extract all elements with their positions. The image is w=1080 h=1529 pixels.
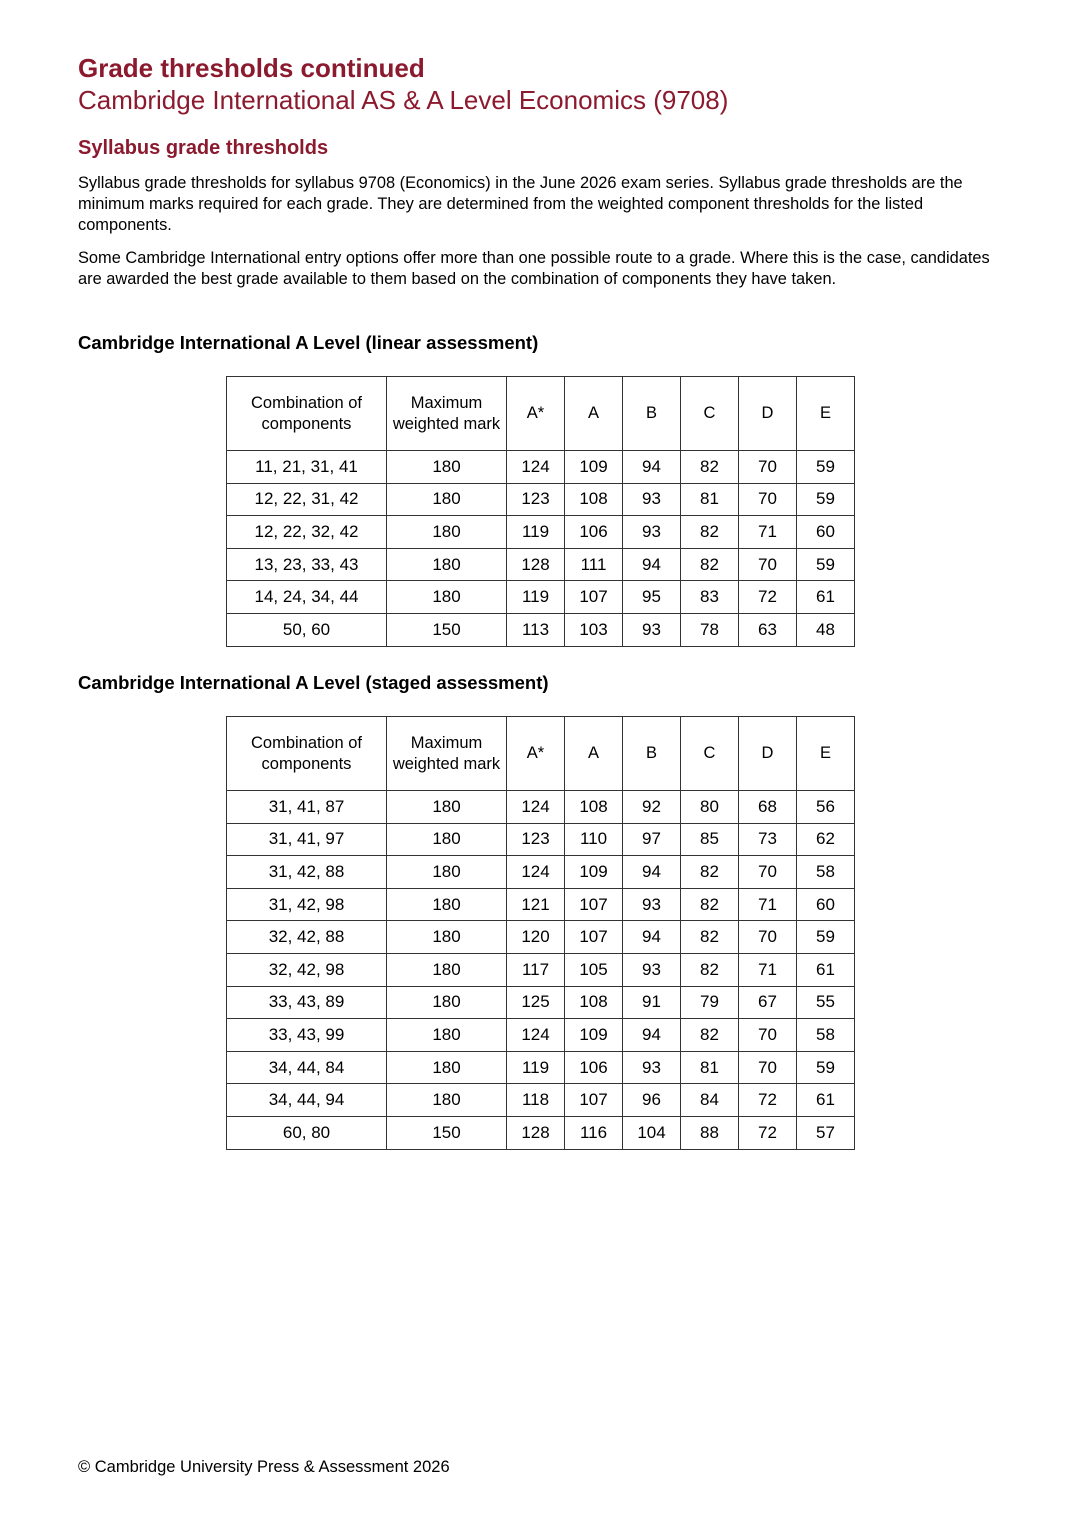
grade-threshold-cell: 70 [739,548,797,581]
grade-threshold-cell: 60 [797,516,855,549]
linear-table-heading: Cambridge International A Level (linear assessment) [78,332,539,353]
grade-threshold-cell: 111 [565,548,623,581]
grade-threshold-cell: 62 [797,823,855,856]
column-header-grade: B [623,377,681,451]
grade-threshold-cell: 94 [623,1019,681,1052]
section-heading: Syllabus grade thresholds [78,137,329,159]
combination-cell: 31, 41, 87 [227,791,387,824]
grade-threshold-cell: 57 [797,1116,855,1149]
combination-cell: 31, 41, 97 [227,823,387,856]
grade-threshold-cell: 93 [623,516,681,549]
column-header-grade: A [565,377,623,451]
grade-threshold-cell: 61 [797,1084,855,1117]
combination-cell: 60, 80 [227,1116,387,1149]
grade-threshold-cell: 71 [739,516,797,549]
column-header-grade: A* [507,717,565,791]
grade-threshold-cell: 70 [739,451,797,484]
grade-threshold-cell: 71 [739,888,797,921]
maximum-mark-cell: 180 [387,953,507,986]
grade-threshold-cell: 117 [507,953,565,986]
grade-threshold-cell: 128 [507,548,565,581]
grade-threshold-cell: 82 [681,856,739,889]
combination-cell: 31, 42, 98 [227,888,387,921]
grade-threshold-cell: 56 [797,791,855,824]
column-header-grade: A* [507,377,565,451]
table-row [227,483,855,516]
grade-threshold-cell: 59 [797,451,855,484]
grade-threshold-cell: 123 [507,483,565,516]
grade-threshold-cell: 55 [797,986,855,1019]
grade-threshold-cell: 60 [797,888,855,921]
grade-threshold-cell: 120 [507,921,565,954]
maximum-mark-cell: 180 [387,823,507,856]
table-row [227,581,855,614]
table-row [227,1019,855,1052]
grade-threshold-cell: 93 [623,888,681,921]
grade-threshold-cell: 94 [623,451,681,484]
grade-threshold-cell: 113 [507,613,565,646]
maximum-mark-cell: 180 [387,921,507,954]
page-title: Grade thresholds continued [78,53,425,83]
column-header-grade: A [565,717,623,791]
grade-threshold-cell: 93 [623,613,681,646]
grade-threshold-cell: 92 [623,791,681,824]
maximum-mark-cell: 180 [387,451,507,484]
grade-threshold-cell: 109 [565,451,623,484]
intro-paragraph: Syllabus grade thresholds for syllabus 9708 (Economics) in the June 2026 exam series. Syllabus grade thresholds are the minimum marks required for each grade. They are determined from the weighted component thresholds for the listed components. [78,174,963,234]
grade-threshold-cell: 124 [507,856,565,889]
table-row [227,791,855,824]
combination-cell: 12, 22, 32, 42 [227,516,387,549]
grade-threshold-cell: 59 [797,1051,855,1084]
grade-threshold-cell: 70 [739,483,797,516]
maximum-mark-cell: 180 [387,483,507,516]
grade-threshold-cell: 119 [507,581,565,614]
grade-threshold-cell: 59 [797,548,855,581]
maximum-mark-cell: 180 [387,516,507,549]
grade-threshold-cell: 96 [623,1084,681,1117]
grade-threshold-cell: 63 [739,613,797,646]
grade-threshold-cell: 108 [565,986,623,1019]
combination-cell: 50, 60 [227,613,387,646]
combination-cell: 33, 43, 89 [227,986,387,1019]
column-header-grade: E [797,377,855,451]
grade-threshold-cell: 59 [797,483,855,516]
combination-cell: 34, 44, 84 [227,1051,387,1084]
grade-threshold-cell: 72 [739,1084,797,1117]
grade-threshold-cell: 106 [565,1051,623,1084]
maximum-mark-cell: 180 [387,791,507,824]
grade-threshold-cell: 94 [623,921,681,954]
combination-cell: 12, 22, 31, 42 [227,483,387,516]
combination-cell: 11, 21, 31, 41 [227,451,387,484]
grade-threshold-cell: 85 [681,823,739,856]
maximum-mark-cell: 180 [387,888,507,921]
column-header-maximum: Maximum weighted mark [387,377,507,451]
table-row [227,1051,855,1084]
grade-threshold-cell: 82 [681,548,739,581]
combination-cell: 32, 42, 88 [227,921,387,954]
table-row [227,548,855,581]
table-row [227,888,855,921]
grade-threshold-cell: 83 [681,581,739,614]
grade-threshold-cell: 124 [507,1019,565,1052]
grade-threshold-cell: 70 [739,921,797,954]
grade-threshold-cell: 93 [623,483,681,516]
column-header-grade: C [681,717,739,791]
grade-threshold-cell: 72 [739,581,797,614]
column-header-grade: D [739,717,797,791]
grade-threshold-cell: 82 [681,451,739,484]
column-header-grade: C [681,377,739,451]
grade-threshold-cell: 119 [507,516,565,549]
grade-threshold-cell: 107 [565,581,623,614]
grade-threshold-cell: 91 [623,986,681,1019]
grade-threshold-cell: 84 [681,1084,739,1117]
column-header-grade: D [739,377,797,451]
grade-threshold-cell: 80 [681,791,739,824]
grade-threshold-cell: 108 [565,483,623,516]
combination-cell: 31, 42, 88 [227,856,387,889]
grade-threshold-cell: 48 [797,613,855,646]
grade-threshold-cell: 78 [681,613,739,646]
grade-threshold-cell: 88 [681,1116,739,1149]
grade-threshold-cell: 124 [507,451,565,484]
combination-cell: 14, 24, 34, 44 [227,581,387,614]
maximum-mark-cell: 180 [387,1084,507,1117]
table-row [227,856,855,889]
column-header-grade: B [623,717,681,791]
maximum-mark-cell: 180 [387,581,507,614]
table-row [227,921,855,954]
grade-threshold-cell: 58 [797,1019,855,1052]
grade-threshold-cell: 125 [507,986,565,1019]
grade-threshold-cell: 58 [797,856,855,889]
grade-threshold-cell: 121 [507,888,565,921]
linear-thresholds-table [226,376,855,647]
combination-cell: 13, 23, 33, 43 [227,548,387,581]
grade-threshold-cell: 97 [623,823,681,856]
grade-threshold-cell: 61 [797,953,855,986]
table-row [227,953,855,986]
table-row [227,986,855,1019]
grade-threshold-cell: 104 [623,1116,681,1149]
combination-cell: 33, 43, 99 [227,1019,387,1052]
maximum-mark-cell: 180 [387,1019,507,1052]
grade-threshold-cell: 79 [681,986,739,1019]
grade-threshold-cell: 116 [565,1116,623,1149]
grade-threshold-cell: 128 [507,1116,565,1149]
column-header-combination: Combination of components [227,377,387,451]
combination-cell: 32, 42, 98 [227,953,387,986]
grade-threshold-cell: 106 [565,516,623,549]
table-row [227,823,855,856]
grade-threshold-cell: 82 [681,888,739,921]
maximum-mark-cell: 180 [387,548,507,581]
grade-threshold-cell: 82 [681,516,739,549]
grade-threshold-cell: 107 [565,888,623,921]
grade-threshold-cell: 61 [797,581,855,614]
column-header-grade: E [797,717,855,791]
combination-cell: 34, 44, 94 [227,1084,387,1117]
grade-threshold-cell: 71 [739,953,797,986]
grade-threshold-cell: 82 [681,921,739,954]
maximum-mark-cell: 150 [387,1116,507,1149]
staged-table-heading: Cambridge International A Level (staged assessment) [78,672,549,693]
grade-threshold-cell: 93 [623,1051,681,1084]
grade-threshold-cell: 118 [507,1084,565,1117]
grade-threshold-cell: 82 [681,1019,739,1052]
routes-paragraph: Some Cambridge International entry options offer more than one possible route to a grade. Where this is the case, candidates are awarded the best grade available to them based on the combination of components they have taken. [78,249,990,288]
maximum-mark-cell: 180 [387,986,507,1019]
page-subtitle: Cambridge International AS & A Level Economics (9708) [78,85,729,115]
grade-threshold-cell: 82 [681,953,739,986]
table-header-row [227,377,855,451]
grade-threshold-cell: 94 [623,856,681,889]
grade-threshold-cell: 123 [507,823,565,856]
maximum-mark-cell: 180 [387,1051,507,1084]
maximum-mark-cell: 180 [387,856,507,889]
grade-threshold-cell: 70 [739,1051,797,1084]
grade-threshold-cell: 70 [739,1019,797,1052]
staged-thresholds-table [226,716,855,1150]
grade-threshold-cell: 59 [797,921,855,954]
grade-threshold-cell: 108 [565,791,623,824]
grade-threshold-cell: 107 [565,921,623,954]
table-row [227,1084,855,1117]
table-row [227,613,855,646]
table-row [227,516,855,549]
column-header-maximum: Maximum weighted mark [387,717,507,791]
grade-threshold-cell: 70 [739,856,797,889]
grade-threshold-cell: 81 [681,1051,739,1084]
table-row [227,1116,855,1149]
grade-threshold-cell: 67 [739,986,797,1019]
grade-threshold-cell: 110 [565,823,623,856]
grade-threshold-cell: 119 [507,1051,565,1084]
grade-threshold-cell: 94 [623,548,681,581]
table-header-row [227,717,855,791]
grade-threshold-cell: 124 [507,791,565,824]
grade-threshold-cell: 68 [739,791,797,824]
grade-threshold-cell: 73 [739,823,797,856]
column-header-combination: Combination of components [227,717,387,791]
grade-threshold-cell: 93 [623,953,681,986]
grade-threshold-cell: 107 [565,1084,623,1117]
grade-threshold-cell: 109 [565,856,623,889]
grade-threshold-cell: 105 [565,953,623,986]
grade-threshold-cell: 81 [681,483,739,516]
maximum-mark-cell: 150 [387,613,507,646]
grade-threshold-cell: 103 [565,613,623,646]
grade-threshold-cell: 95 [623,581,681,614]
copyright-footer: © Cambridge University Press & Assessment 2026 [78,1458,450,1476]
table-row [227,451,855,484]
grade-threshold-cell: 109 [565,1019,623,1052]
grade-threshold-cell: 72 [739,1116,797,1149]
